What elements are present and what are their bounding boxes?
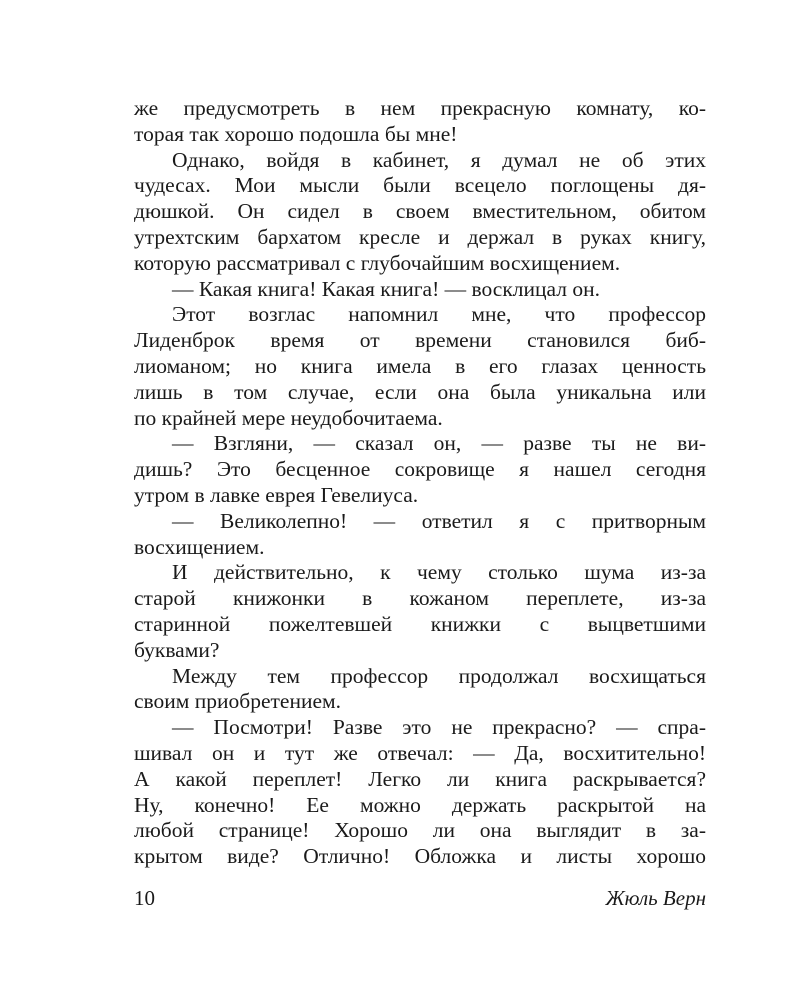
- text-line: утрехтским бархатом кресле и держал в руках книгу,: [134, 224, 706, 249]
- text-line: чудесах. Мои мысли были всецело поглощены дя-: [134, 173, 706, 198]
- page-number: 10: [134, 886, 155, 910]
- page-body: [134, 96, 706, 870]
- text-line: Ну, конечно! Ее можно держать раскрытой на: [134, 792, 706, 817]
- text-line: — Посмотри! Разве это не прекрасно? — спра-: [172, 715, 706, 740]
- running-title: Жюль Верн: [605, 886, 706, 910]
- text-line: старой книжонки в кожаном переплете, из-за: [134, 586, 706, 611]
- text-line: лишь в том случае, если она была уникальна или: [134, 379, 706, 404]
- text-line: буквами?: [134, 637, 220, 662]
- text-line: А какой переплет! Легко ли книга раскрывается?: [134, 766, 706, 791]
- text-line: — Взгляни, — сказал он, — разве ты не ви-: [172, 431, 706, 456]
- text-line: утром в лавке еврея Гевелиуса.: [134, 482, 419, 507]
- text-line: Лиденброк время от времени становился биб-: [134, 328, 706, 353]
- text-line: И действительно, к чему столько шума из-за: [172, 560, 706, 585]
- text-line: дишь? Это бесценное сокровище я нашел сегодня: [134, 457, 706, 482]
- text-line: по крайней мере неудобочитаема.: [134, 405, 443, 430]
- text-line: Между тем профессор продолжал восхищаться: [172, 663, 706, 688]
- text-line: старинной пожелтевшей книжки с выцветшими: [134, 611, 706, 636]
- text-line: любой странице! Хорошо ли она выглядит в за-: [134, 818, 706, 843]
- text-line: дюшкой. Он сидел в своем вместительном, обитом: [134, 199, 706, 224]
- text-line: — Великолепно! — ответил я с притворным: [172, 508, 706, 533]
- text-line: лиоманом; но книга имела в его глазах ценность: [134, 353, 706, 378]
- text-line: торая так хорошо подошла бы мне!: [134, 121, 458, 146]
- text-line: Однако, войдя в кабинет, я думал не об этих: [172, 147, 706, 172]
- page-footer: [134, 884, 706, 912]
- text-line: шивал он и тут же отвечал: — Да, восхитительно!: [134, 740, 706, 765]
- text-line: крытом виде? Отлично! Обложка и листы хорошо: [134, 844, 706, 869]
- text-line: которую рассматривал с глубочайшим восхищением.: [134, 250, 621, 275]
- text-line: же предусмотреть в нем прекрасную комнату, ко-: [134, 96, 706, 120]
- text-line: Этот возглас напомнил мне, что профессор: [172, 302, 706, 327]
- text-line: восхищением.: [134, 534, 265, 559]
- text-line: — Какая книга! Какая книга! — восклицал он.: [172, 276, 600, 301]
- text-line: своим приобретением.: [134, 689, 342, 714]
